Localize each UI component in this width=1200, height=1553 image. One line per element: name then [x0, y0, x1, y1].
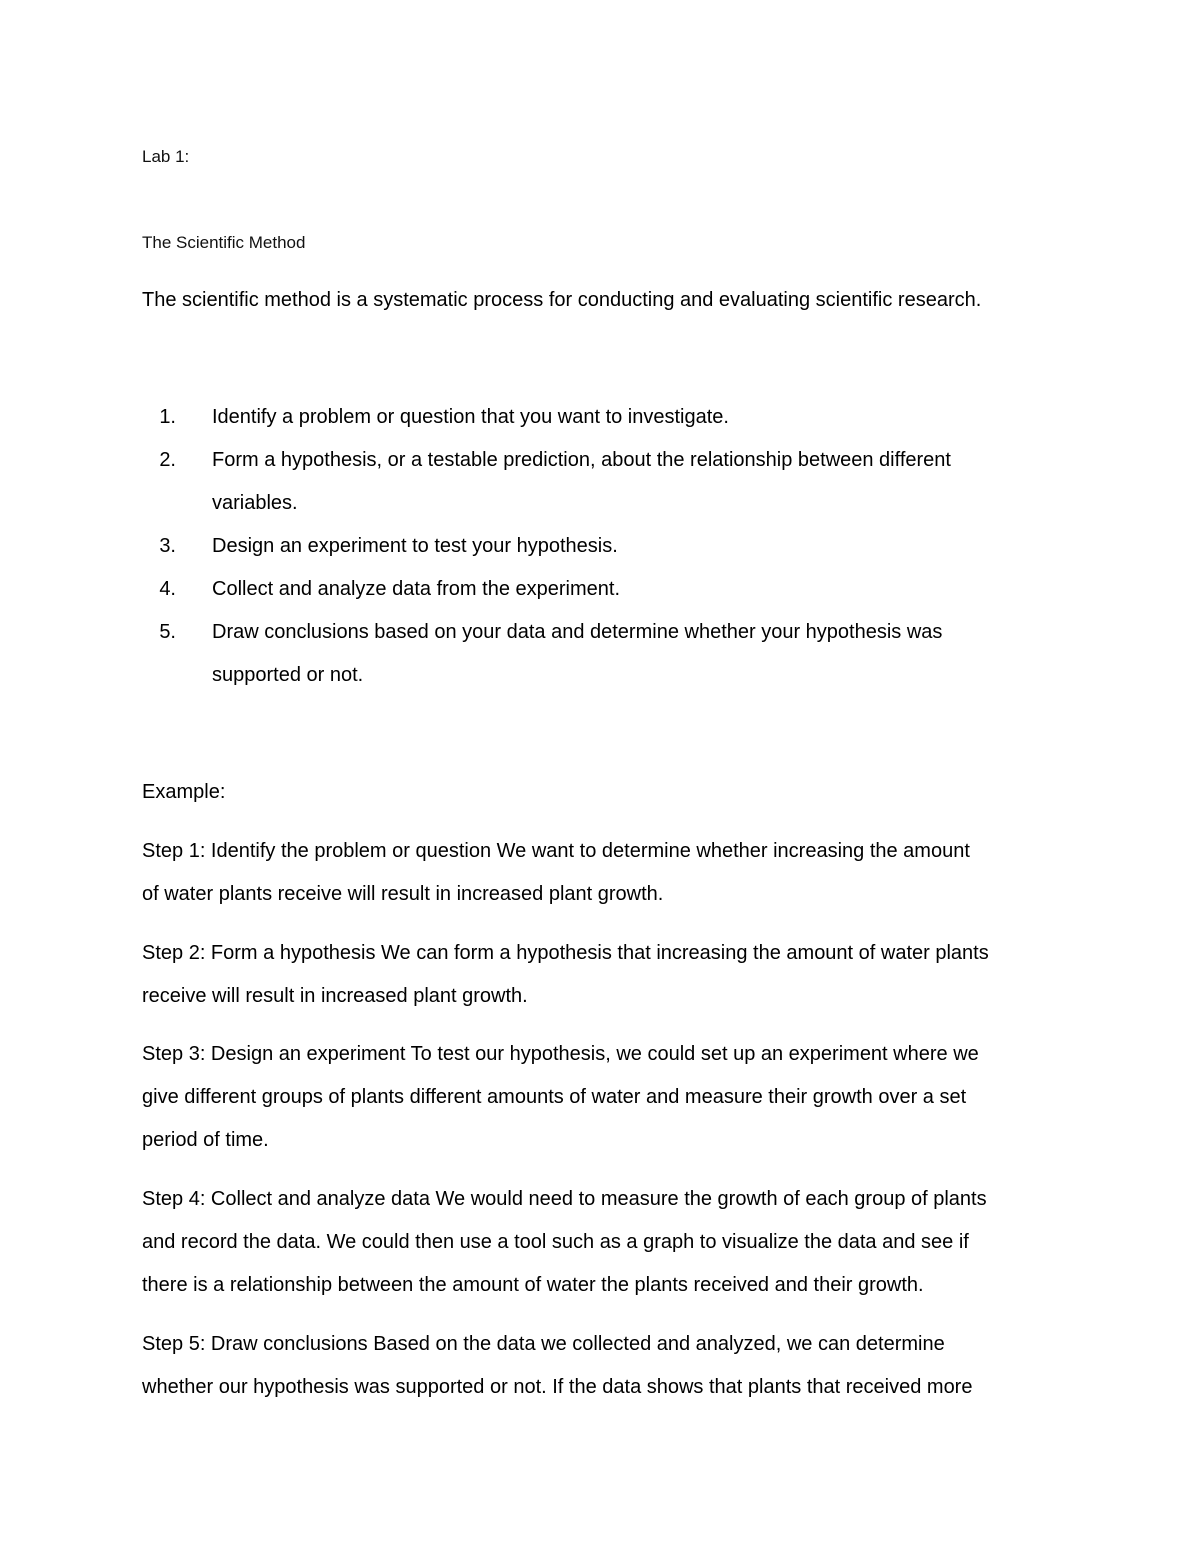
paragraph-line: of water plants receive will result in increased plant growth.	[142, 883, 664, 905]
example-step-paragraph	[142, 830, 970, 916]
lab-title: Lab 1:	[142, 147, 190, 166]
intro-paragraph: The scientific method is a systematic process for conducting and evaluating scientific research.	[142, 289, 982, 311]
paragraph-line: Step 4: Collect and analyze data We would need to measure the growth of each group of plants	[142, 1188, 987, 1210]
paragraph-line: Step 5: Draw conclusions Based on the data we collected and analyzed, we can determine	[142, 1333, 945, 1355]
list-item	[142, 439, 951, 482]
list-text: Collect and analyze data from the experiment.	[212, 578, 620, 600]
list-text: Design an experiment to test your hypothesis.	[212, 535, 618, 557]
paragraph-line: whether our hypothesis was supported or not. If the data shows that plants that received more	[142, 1376, 973, 1398]
paragraph-line: give different groups of plants different amounts of water and measure their growth over a set	[142, 1086, 967, 1108]
list-text: Draw conclusions based on your data and determine whether your hypothesis was	[212, 621, 943, 643]
paragraph-line: Step 2: Form a hypothesis We can form a hypothesis that increasing the amount of water plants	[142, 942, 989, 964]
paragraph-line: Step 3: Design an experiment To test our hypothesis, we could set up an experiment where we	[142, 1043, 979, 1065]
list-text-continuation: variables.	[212, 492, 298, 514]
example-step-paragraph	[142, 932, 989, 1018]
list-item	[142, 396, 729, 439]
paragraph-line: and record the data. We could then use a tool such as a graph to visualize the data and see if	[142, 1231, 969, 1253]
list-number: 1.	[159, 406, 176, 428]
paragraph-line: there is a relationship between the amount of water the plants received and their growth.	[142, 1274, 924, 1296]
list-number: 5.	[159, 621, 176, 643]
list-number: 3.	[159, 535, 176, 557]
example-step-paragraph	[142, 1323, 972, 1409]
list-item	[142, 611, 942, 654]
paragraph-line: Step 1: Identify the problem or question We want to determine whether increasing the amount	[142, 840, 970, 862]
list-text: Identify a problem or question that you want to investigate.	[212, 406, 729, 428]
list-number: 2.	[159, 449, 176, 471]
list-item	[142, 525, 618, 568]
paragraph-line: receive will result in increased plant growth.	[142, 985, 528, 1007]
list-item	[142, 568, 620, 611]
list-text: Form a hypothesis, or a testable prediction, about the relationship between different	[212, 449, 951, 471]
list-number: 4.	[159, 578, 176, 600]
example-step-paragraph	[142, 1178, 987, 1307]
paragraph-line: period of time.	[142, 1129, 269, 1151]
example-step-paragraph	[142, 1033, 979, 1162]
section-title: The Scientific Method	[142, 233, 306, 252]
list-text-continuation: supported or not.	[212, 664, 364, 686]
example-label: Example:	[142, 781, 226, 803]
